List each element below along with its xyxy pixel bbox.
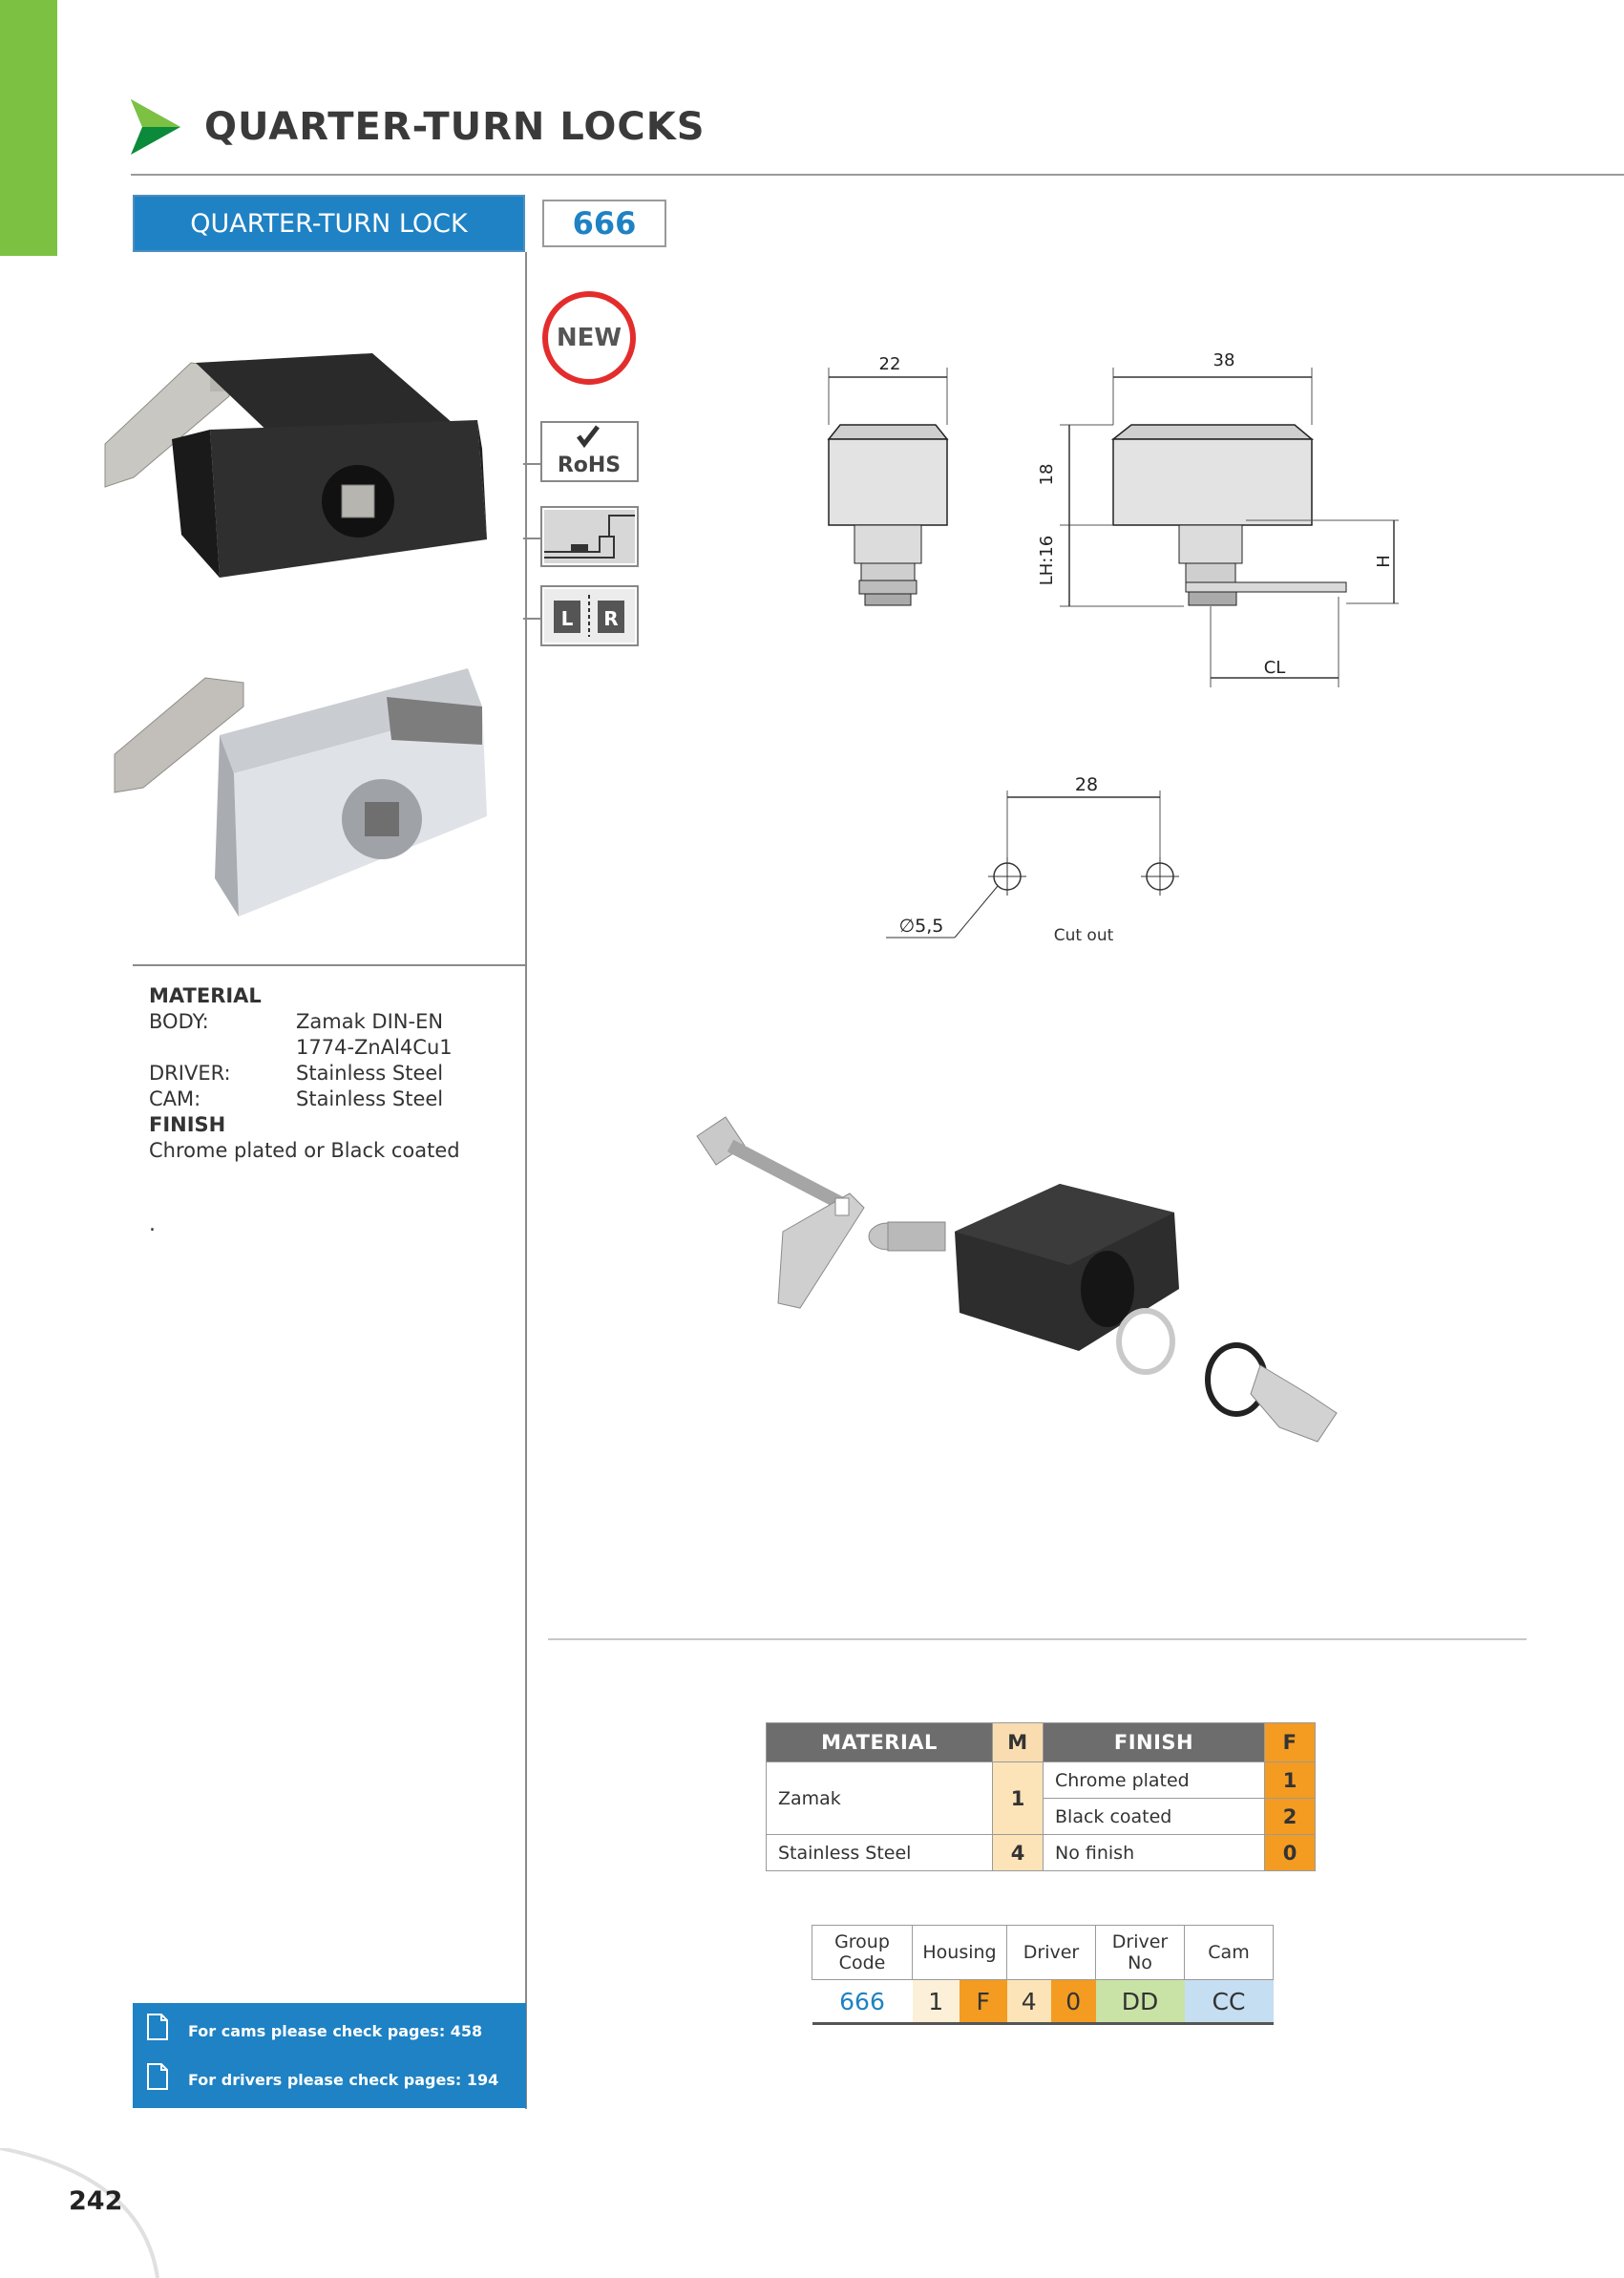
page-title: QUARTER-TURN LOCKS	[204, 105, 706, 149]
housing-value: F	[960, 1980, 1007, 2024]
black-lock-image	[86, 344, 496, 621]
driver-value: 4	[1007, 1980, 1052, 2024]
material-column-header: MATERIAL	[767, 1723, 993, 1762]
group-code-value: 666	[812, 1980, 913, 2024]
right-label: R	[603, 607, 619, 630]
driver-no-value: DD	[1096, 1980, 1185, 2024]
driver-no-header: Driver No	[1096, 1926, 1185, 1980]
order-code-value-row	[812, 1980, 1274, 2024]
m-column-header: M	[993, 1723, 1044, 1762]
icon-connector	[523, 538, 542, 539]
material-key: DRIVER:	[149, 1062, 231, 1085]
left-label: L	[560, 607, 574, 630]
material-code-cell: 1	[993, 1762, 1044, 1835]
material-row-body	[149, 1009, 460, 1061]
order-code-table	[812, 1925, 1274, 2025]
material-row-cam	[149, 1086, 460, 1112]
dimension-h: H	[1374, 555, 1394, 568]
housing-header: Housing	[913, 1926, 1007, 1980]
finish-code-cell: 2	[1265, 1799, 1316, 1835]
icon-connector	[523, 463, 542, 465]
rohs-label: RoHS	[557, 453, 622, 477]
finish-column-header: FINISH	[1044, 1723, 1265, 1762]
finish-cell: Chrome plated	[1044, 1762, 1265, 1799]
dimension-22: 22	[878, 354, 901, 374]
material-key: BODY:	[149, 1010, 209, 1033]
material-value: Zamak DIN-EN 1774-ZnAl4Cu1	[296, 1010, 453, 1059]
cutout-label: Cut out	[1053, 926, 1114, 945]
dimension-diameter: ∅5,5	[898, 916, 944, 937]
driver-value: 0	[1051, 1980, 1096, 2024]
finish-code-cell: 0	[1265, 1835, 1316, 1871]
exploded-view-image	[687, 1107, 1356, 1470]
product-code-box: 666	[542, 200, 666, 247]
section-divider	[548, 1638, 1527, 1640]
document-icon	[146, 2062, 169, 2091]
green-side-tab	[0, 0, 57, 256]
driver-header: Driver	[1007, 1926, 1096, 1980]
chrome-lock-image	[100, 649, 501, 926]
page-number: 242	[69, 2186, 123, 2216]
technical-drawing	[802, 339, 1470, 702]
new-badge: NEW	[542, 291, 636, 385]
finish-cell: Black coated	[1044, 1799, 1265, 1835]
dimension-38: 38	[1213, 350, 1235, 370]
panel-mount-icon	[540, 506, 639, 567]
page-reference-box	[133, 2003, 526, 2108]
material-value: Stainless Steel	[296, 1062, 444, 1085]
material-heading: MATERIAL	[149, 984, 262, 1007]
material-key: CAM:	[149, 1087, 201, 1110]
icon-connector	[523, 618, 542, 620]
material-cell: Zamak	[767, 1762, 993, 1835]
dimension-28: 28	[1074, 774, 1099, 795]
group-code-header: Group Code	[812, 1926, 913, 1980]
product-name-banner: QUARTER-TURN LOCK	[133, 195, 525, 252]
title-divider	[131, 174, 1624, 176]
material-code-cell: 4	[993, 1835, 1044, 1871]
cutout-drawing	[878, 764, 1279, 955]
rohs-icon	[540, 421, 639, 482]
order-code-header-row	[812, 1926, 1274, 1980]
column-divider	[525, 252, 527, 2109]
material-cell: Stainless Steel	[767, 1835, 993, 1871]
material-value: Stainless Steel	[296, 1087, 444, 1110]
finish-heading: FINISH	[149, 1113, 226, 1136]
cam-header: Cam	[1185, 1926, 1274, 1980]
dimension-cl: CL	[1263, 658, 1286, 678]
cam-value: CC	[1185, 1980, 1274, 2024]
dimension-18: 18	[1037, 463, 1057, 486]
section-divider	[133, 964, 526, 966]
dimension-lh: LH:16	[1037, 535, 1057, 586]
cams-reference-link[interactable]: For cams please check pages: 458	[188, 2022, 483, 2040]
housing-value: 1	[913, 1980, 960, 2024]
table-row	[767, 1835, 1316, 1871]
finish-cell: No finish	[1044, 1835, 1265, 1871]
left-right-icon	[540, 585, 639, 646]
table-header-row	[767, 1723, 1316, 1762]
material-row-driver	[149, 1061, 460, 1086]
table-row	[767, 1762, 1316, 1799]
material-finish-table	[766, 1722, 1316, 1871]
finish-code-cell: 1	[1265, 1762, 1316, 1799]
title-arrow-icon	[131, 99, 180, 155]
finish-text: Chrome plated or Black coated	[149, 1139, 460, 1162]
material-block	[149, 983, 460, 1164]
f-column-header: F	[1265, 1723, 1316, 1762]
document-icon	[146, 2013, 169, 2041]
note-text: .	[149, 1213, 156, 1236]
drivers-reference-link[interactable]: For drivers please check pages: 194	[188, 2071, 499, 2089]
